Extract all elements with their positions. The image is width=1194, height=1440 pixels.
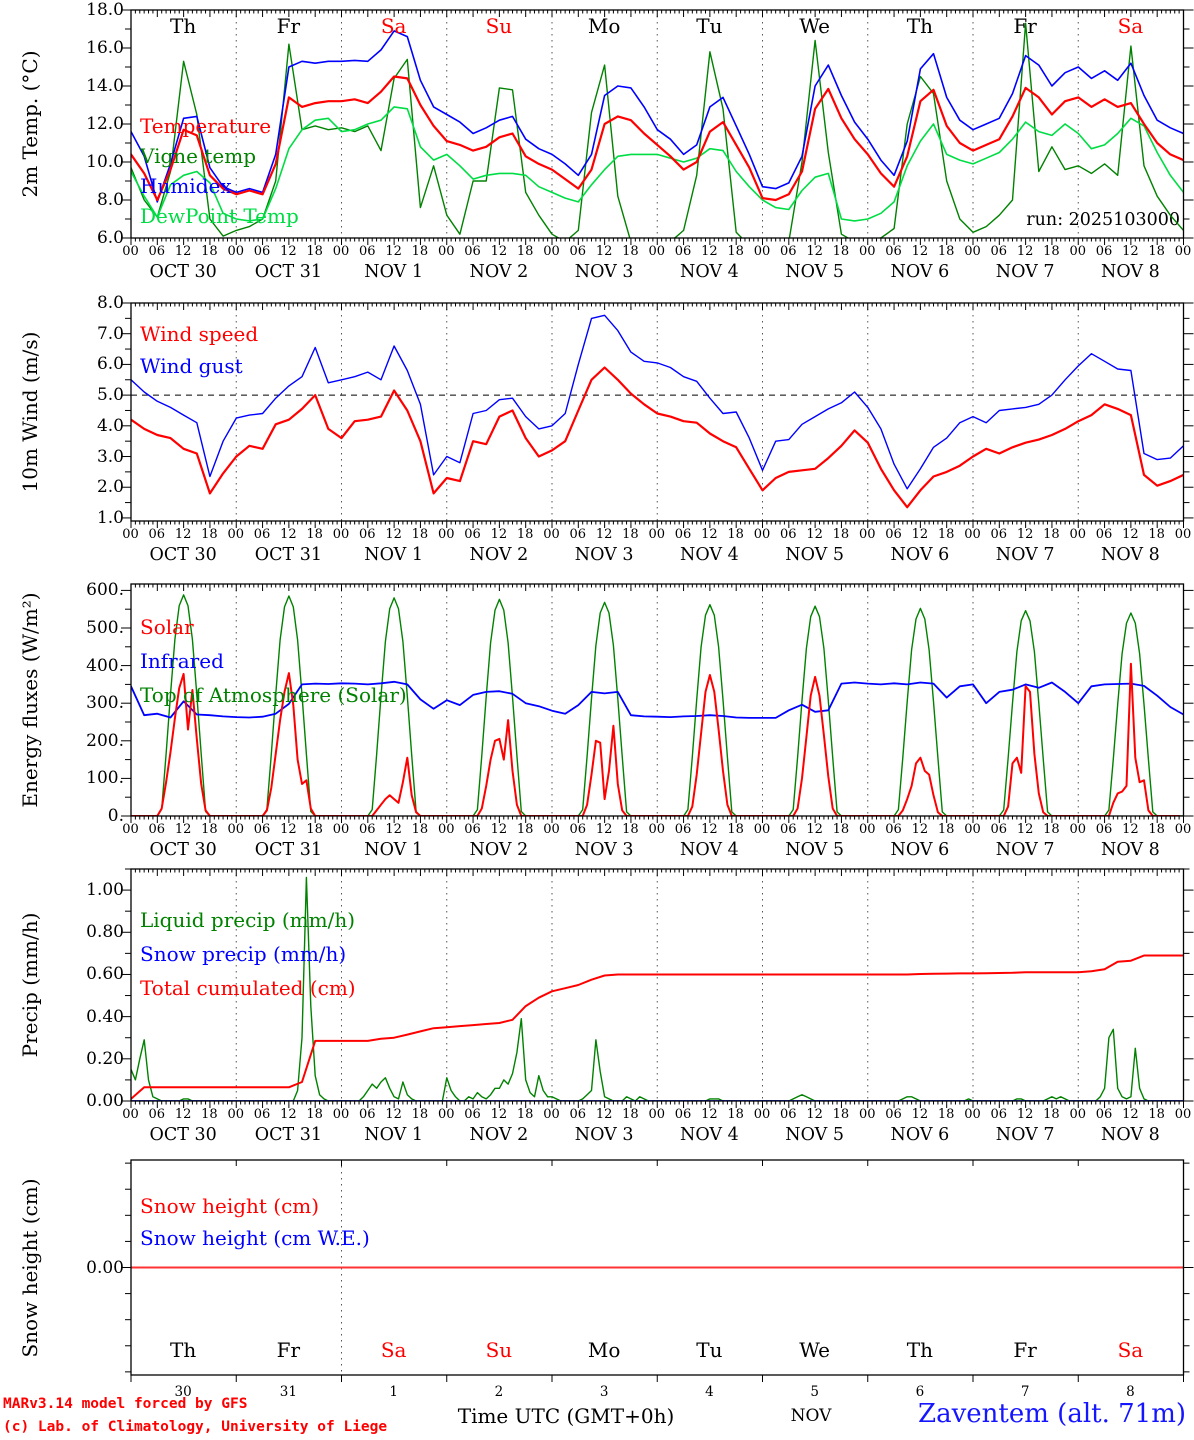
x-date-label: NOV 6 [890, 840, 950, 860]
x-hour-label: 18 [306, 822, 323, 837]
x-hour-label: 18 [411, 822, 429, 837]
x-hour-label: 18 [937, 1107, 955, 1122]
x-hour-label: 18 [411, 244, 429, 259]
x-hour-label: 12 [595, 244, 613, 259]
day-number-label: 2 [494, 1384, 504, 1400]
x-hour-label: 06 [885, 527, 902, 542]
x-hour-label: 12 [174, 1107, 192, 1122]
x-date-label: NOV 7 [995, 545, 1055, 565]
legend-flux-2: Top of Atmosphere (Solar) [140, 683, 407, 707]
x-hour-label: 00 [858, 1107, 876, 1122]
x-date-label: NOV 5 [785, 545, 844, 565]
x-hour-label: 06 [464, 822, 481, 837]
credit-line-2: (c) Lab. of Climatology, University of Liege [3, 1419, 388, 1435]
x-hour-label: 18 [516, 1107, 534, 1122]
ytick-label-temp: 6.0 [96, 228, 124, 248]
ytick-label-wind: 2.0 [96, 477, 124, 498]
legend-wind-0: Wind speed [140, 322, 259, 346]
x-hour-label: 00 [858, 822, 876, 837]
day-number-label: 31 [279, 1384, 297, 1400]
x-hour-label: 18 [306, 527, 323, 542]
x-date-label: NOV 6 [890, 1125, 950, 1145]
x-hour-label: 12 [806, 527, 823, 542]
ytick-label-precip: 0.40 [86, 1006, 124, 1027]
x-hour-label: 00 [437, 1107, 455, 1122]
x-hour-label: 12 [280, 822, 297, 837]
x-date-label: NOV 1 [364, 262, 423, 282]
x-hour-label: 12 [1016, 1107, 1034, 1122]
x-hour-label: 00 [1069, 244, 1087, 259]
x-hour-label: 12 [911, 244, 929, 259]
ytick-label-flux: 0. [107, 806, 124, 826]
x-date-label: NOV 6 [890, 262, 950, 282]
x-hour-label: 18 [516, 527, 534, 542]
weekday-label-top: Tu [696, 14, 723, 38]
weekday-label-bottom: Tu [696, 1338, 723, 1362]
x-hour-label: 00 [227, 527, 245, 542]
x-hour-label: 18 [727, 527, 744, 542]
x-hour-label: 12 [174, 822, 192, 837]
x-hour-label: 18 [622, 822, 639, 837]
yaxis-title-temp: 2m Temp. (°C) [18, 50, 42, 198]
ytick-label-flux: 300. [86, 693, 124, 714]
ytick-label-flux: 400. [86, 655, 124, 676]
x-hour-label: 12 [1016, 822, 1034, 837]
x-hour-label: 00 [122, 244, 139, 259]
x-hour-label: 06 [569, 527, 587, 542]
ytick-label-wind: 7.0 [96, 323, 124, 344]
x-date-label: NOV 3 [574, 262, 634, 282]
x-date-label: NOV 4 [680, 1125, 739, 1145]
panel-wind [117, 289, 1194, 535]
x-hour-label: 12 [595, 527, 613, 542]
x-hour-label: 12 [490, 527, 508, 542]
x-hour-label: 00 [437, 822, 455, 837]
x-hour-label: 00 [122, 822, 139, 837]
x-hour-label: 00 [332, 527, 350, 542]
x-hour-label: 12 [385, 244, 402, 259]
x-hour-label: 06 [464, 244, 481, 259]
ytick-label-wind: 3.0 [96, 446, 124, 467]
x-hour-label: 18 [937, 822, 955, 837]
legend-precip-2: Total cumulated (cm) [140, 976, 356, 1000]
ytick-label-precip: 1.00 [86, 880, 124, 901]
x-hour-label: 06 [1095, 244, 1113, 259]
x-hour-label: 12 [1122, 244, 1139, 259]
x-date-label: OCT 30 [149, 262, 217, 282]
x-hour-label: 00 [437, 244, 455, 259]
x-hour-label: 06 [1095, 1107, 1113, 1122]
x-hour-label: 00 [858, 527, 876, 542]
x-hour-label: 00 [437, 527, 455, 542]
x-hour-label: 12 [280, 1107, 297, 1122]
day-number-label: 8 [1126, 1384, 1135, 1400]
x-date-label: NOV 8 [1101, 1125, 1160, 1145]
x-hour-label: 06 [359, 527, 376, 542]
x-hour-label: 18 [201, 244, 218, 259]
x-hour-label: 12 [490, 1107, 508, 1122]
x-hour-label: 18 [516, 244, 534, 259]
ytick-label-flux: 500. [86, 617, 124, 638]
legend-wind-1: Wind gust [140, 354, 243, 378]
x-hour-label: 12 [1122, 1107, 1139, 1122]
yaxis-title-wind: 10m Wind (m/s) [18, 331, 42, 493]
time-axis-label: Time UTC (GMT+0h) [457, 1404, 675, 1428]
station-label: Zaventem (alt. 71m) [918, 1399, 1186, 1429]
ytick-label-temp: 14.0 [86, 76, 124, 96]
weekday-label-bottom: Fr [1013, 1338, 1037, 1362]
x-date-label: NOV 2 [469, 262, 529, 282]
x-hour-label: 12 [280, 527, 297, 542]
yaxis-title-snow: Snow height (cm) [18, 1177, 42, 1358]
x-date-label: NOV 7 [995, 840, 1055, 860]
x-hour-label: 18 [1148, 527, 1165, 542]
x-date-label: NOV 6 [890, 545, 950, 565]
day-number-label: 7 [1020, 1384, 1030, 1400]
x-hour-label: 12 [701, 1107, 718, 1122]
x-date-label: NOV 1 [364, 1125, 423, 1145]
x-hour-label: 12 [385, 1107, 402, 1122]
ytick-label-wind: 6.0 [96, 354, 124, 375]
x-hour-label: 06 [674, 527, 692, 542]
x-date-label: OCT 30 [149, 840, 217, 860]
x-date-label: NOV 1 [364, 840, 423, 860]
ytick-label-flux: 100. [86, 768, 124, 789]
x-hour-label: 12 [806, 822, 823, 837]
x-hour-label: 18 [201, 822, 218, 837]
x-hour-label: 06 [885, 244, 902, 259]
x-hour-label: 12 [701, 822, 718, 837]
x-date-label: NOV 5 [785, 840, 844, 860]
x-hour-label: 00 [964, 822, 981, 837]
weekday-label-bottom: Mo [587, 1338, 621, 1362]
x-hour-label: 06 [780, 1107, 797, 1122]
weekday-label-top: Th [170, 14, 197, 38]
x-hour-label: 00 [227, 1107, 245, 1122]
x-hour-label: 00 [648, 244, 666, 259]
x-hour-label: 06 [1095, 822, 1113, 837]
x-hour-label: 18 [1043, 1107, 1060, 1122]
legend-temp-2: Humidex [140, 174, 232, 198]
weekday-label-bottom: Th [170, 1338, 197, 1362]
weekday-label-bottom: Su [485, 1338, 513, 1362]
x-hour-label: 18 [1148, 822, 1165, 837]
x-hour-label: 06 [464, 1107, 481, 1122]
ytick-label-wind: 4.0 [96, 415, 124, 436]
x-hour-label: 12 [280, 244, 297, 259]
day-number-label: 1 [389, 1384, 398, 1400]
weekday-label-bottom: We [799, 1338, 830, 1362]
ytick-label-snow: 0.00 [86, 1257, 124, 1278]
x-hour-label: 00 [964, 1107, 981, 1122]
credit-line-1: MARv3.14 model forced by GFS [3, 1396, 248, 1412]
x-date-label: NOV 2 [469, 1125, 529, 1145]
ytick-label-wind: 5.0 [96, 385, 124, 406]
x-date-label: NOV 4 [680, 262, 739, 282]
x-date-label: OCT 30 [149, 1125, 217, 1145]
ytick-label-flux: 200. [86, 730, 124, 751]
x-hour-label: 12 [385, 527, 402, 542]
x-hour-label: 00 [543, 244, 560, 259]
day-number-label: 6 [915, 1384, 925, 1400]
x-hour-label: 18 [516, 822, 534, 837]
x-date-label: NOV 7 [995, 1125, 1055, 1145]
ytick-label-wind: 8.0 [96, 293, 124, 313]
x-hour-label: 18 [201, 527, 218, 542]
x-hour-label: 06 [780, 244, 797, 259]
ytick-label-flux: 600. [86, 580, 124, 601]
x-hour-label: 18 [306, 1107, 323, 1122]
x-hour-label: 06 [148, 822, 166, 837]
day-number-label: 4 [705, 1384, 714, 1400]
legend-temp-3: DewPoint Temp [140, 204, 299, 228]
x-hour-label: 12 [595, 822, 613, 837]
x-hour-label: 00 [753, 822, 771, 837]
x-hour-label: 00 [964, 244, 981, 259]
x-hour-label: 00 [1069, 1107, 1087, 1122]
yaxis-title-precip: Precip (mm/h) [18, 912, 42, 1058]
x-hour-label: 12 [1122, 822, 1139, 837]
x-date-label: OCT 31 [254, 1125, 322, 1145]
x-hour-label: 06 [253, 527, 271, 542]
x-hour-label: 06 [990, 1107, 1008, 1122]
ytick-label-precip: 0.20 [86, 1048, 124, 1069]
x-hour-label: 06 [464, 527, 481, 542]
x-hour-label: 00 [1069, 527, 1087, 542]
x-hour-label: 18 [727, 244, 744, 259]
x-date-label: NOV 3 [574, 1125, 634, 1145]
x-hour-label: 00 [858, 244, 876, 259]
x-date-label: NOV 5 [785, 262, 844, 282]
legend-flux-1: Infrared [140, 649, 224, 673]
x-hour-label: 06 [359, 1107, 376, 1122]
weekday-label-top: Fr [1013, 14, 1037, 38]
x-hour-label: 06 [780, 822, 797, 837]
x-hour-label: 18 [306, 244, 323, 259]
weekday-label-top: Th [906, 14, 933, 38]
x-hour-label: 06 [674, 1107, 692, 1122]
x-hour-label: 18 [622, 244, 639, 259]
x-hour-label: 18 [727, 822, 744, 837]
x-hour-label: 18 [411, 1107, 429, 1122]
x-hour-label: 00 [122, 527, 139, 542]
x-hour-label: 00 [648, 1107, 666, 1122]
x-hour-label: 00 [753, 527, 771, 542]
x-hour-label: 18 [832, 822, 850, 837]
ytick-label-temp: 10.0 [86, 152, 124, 172]
x-hour-label: 12 [806, 244, 823, 259]
x-hour-label: 00 [227, 244, 245, 259]
x-hour-label: 06 [780, 527, 797, 542]
x-hour-label: 18 [411, 527, 429, 542]
x-hour-label: 12 [911, 527, 929, 542]
weekday-label-bottom: Sa [1117, 1338, 1144, 1362]
ytick-label-temp: 18.0 [86, 0, 124, 20]
ytick-label-temp: 12.0 [86, 114, 124, 134]
x-date-label: NOV 8 [1101, 262, 1160, 282]
x-date-label: NOV 8 [1101, 840, 1160, 860]
x-date-label: OCT 31 [254, 840, 322, 860]
x-hour-label: 18 [832, 1107, 850, 1122]
x-hour-label: 06 [359, 244, 376, 259]
ytick-label-temp: 8.0 [96, 190, 124, 210]
x-hour-label: 06 [1095, 527, 1113, 542]
legend-snow-1: Snow height (cm W.E.) [140, 1226, 370, 1250]
x-date-label: NOV 3 [574, 545, 634, 565]
x-hour-label: 00 [332, 822, 350, 837]
x-hour-label: 12 [595, 1107, 613, 1122]
legend-snow-0: Snow height (cm) [140, 1194, 320, 1218]
x-hour-label: 12 [701, 244, 718, 259]
x-hour-label: 00 [648, 822, 666, 837]
x-hour-label: 12 [174, 244, 192, 259]
x-hour-label: 18 [1148, 244, 1165, 259]
weekday-label-top: Fr [276, 14, 301, 38]
x-hour-label: 18 [1043, 244, 1060, 259]
x-date-label: OCT 31 [254, 262, 322, 282]
x-hour-label: 18 [937, 244, 955, 259]
weekday-label-bottom: Fr [276, 1338, 301, 1362]
x-hour-label: 06 [148, 1107, 166, 1122]
weekday-label-top: Sa [380, 14, 407, 38]
x-hour-label: 12 [1122, 527, 1139, 542]
x-hour-label: 00 [332, 1107, 350, 1122]
x-hour-label: 00 [122, 1107, 139, 1122]
legend-flux-0: Solar [140, 615, 194, 639]
x-date-label: NOV 3 [574, 840, 634, 860]
x-hour-label: 18 [201, 1107, 218, 1122]
x-hour-label: 00 [1069, 822, 1087, 837]
series-humidex [131, 31, 1184, 202]
day-number-label: 3 [599, 1384, 609, 1400]
x-date-label: NOV 8 [1101, 545, 1160, 565]
x-hour-label: 00 [543, 1107, 560, 1122]
ytick-label-precip: 0.60 [86, 964, 124, 985]
x-hour-label: 00 [753, 1107, 771, 1122]
x-hour-label: 00 [227, 822, 245, 837]
x-hour-label: 12 [701, 527, 718, 542]
x-hour-label: 00 [648, 527, 666, 542]
x-date-label: NOV 2 [469, 840, 529, 860]
x-hour-label: 12 [385, 822, 402, 837]
x-hour-label: 18 [727, 1107, 744, 1122]
day-number-label: 5 [810, 1384, 819, 1400]
ytick-label-precip: 0.00 [86, 1091, 124, 1111]
weekday-label-top: Mo [587, 14, 621, 38]
x-hour-label: 00 [543, 527, 560, 542]
weekday-label-top: Sa [1117, 14, 1144, 38]
x-date-label: NOV 1 [364, 545, 423, 565]
run-label: run: 2025103000 [1026, 210, 1180, 230]
yaxis-title-flux: Energy fluxes (W/m²) [18, 592, 42, 808]
x-hour-label: 12 [911, 1107, 929, 1122]
legend-temp-0: Temperature [140, 114, 272, 138]
x-hour-label: 00 [332, 244, 350, 259]
x-hour-label: 06 [253, 244, 271, 259]
legend-temp-1: Vigne temp [140, 144, 257, 168]
x-hour-label: 18 [832, 244, 850, 259]
x-hour-label: 12 [806, 1107, 823, 1122]
x-date-label: OCT 31 [254, 545, 322, 565]
weekday-label-top: Su [485, 14, 513, 38]
x-hour-label: 06 [253, 1107, 271, 1122]
x-hour-label: 18 [937, 527, 955, 542]
x-hour-label: 06 [674, 822, 692, 837]
x-hour-label: 00 [964, 527, 981, 542]
day-number-label: 30 [174, 1384, 192, 1400]
x-hour-label: 18 [832, 527, 850, 542]
ytick-label-temp: 16.0 [86, 38, 124, 58]
weekday-label-top: We [799, 14, 830, 38]
x-hour-label: 12 [490, 822, 508, 837]
x-hour-label: 18 [1043, 822, 1060, 837]
x-hour-label: 06 [885, 1107, 902, 1122]
x-hour-label: 12 [490, 244, 508, 259]
weekday-label-bottom: Th [906, 1338, 933, 1362]
x-hour-label: 06 [990, 244, 1008, 259]
x-date-label: NOV 4 [680, 545, 739, 565]
x-date-label: NOV 7 [995, 262, 1055, 282]
x-hour-label: 12 [1016, 244, 1034, 259]
x-date-label: NOV 2 [469, 545, 529, 565]
x-hour-label: 00 [1174, 1107, 1192, 1122]
ytick-label-wind: 1.0 [96, 507, 124, 528]
x-hour-label: 06 [569, 244, 587, 259]
x-hour-label: 06 [253, 822, 271, 837]
x-hour-label: 00 [1174, 244, 1192, 259]
x-hour-label: 06 [674, 244, 692, 259]
x-hour-label: 12 [174, 527, 192, 542]
x-hour-label: 06 [990, 527, 1008, 542]
x-hour-label: 06 [148, 244, 166, 259]
x-date-label: OCT 30 [149, 545, 217, 565]
x-hour-label: 06 [359, 822, 376, 837]
weekday-label-bottom: Sa [380, 1338, 407, 1362]
x-date-label: NOV 4 [680, 840, 739, 860]
x-hour-label: 18 [622, 527, 639, 542]
x-hour-label: 18 [1043, 527, 1060, 542]
x-hour-label: 00 [1174, 527, 1192, 542]
x-hour-label: 00 [543, 822, 560, 837]
x-hour-label: 06 [990, 822, 1008, 837]
series-wind_gust [131, 315, 1184, 489]
x-hour-label: 06 [569, 1107, 587, 1122]
x-hour-label: 18 [1148, 1107, 1165, 1122]
legend-precip-0: Liquid precip (mm/h) [140, 908, 356, 932]
legend-precip-1: Snow precip (mm/h) [140, 942, 347, 966]
x-hour-label: 18 [622, 1107, 639, 1122]
month-label: NOV [790, 1406, 832, 1426]
ytick-label-precip: 0.80 [86, 922, 124, 943]
x-hour-label: 12 [911, 822, 929, 837]
x-date-label: NOV 5 [785, 1125, 844, 1145]
x-hour-label: 06 [569, 822, 587, 837]
x-hour-label: 12 [1016, 527, 1034, 542]
x-hour-label: 06 [885, 822, 902, 837]
x-hour-label: 06 [148, 527, 166, 542]
x-hour-label: 00 [1174, 822, 1192, 837]
x-hour-label: 00 [753, 244, 771, 259]
